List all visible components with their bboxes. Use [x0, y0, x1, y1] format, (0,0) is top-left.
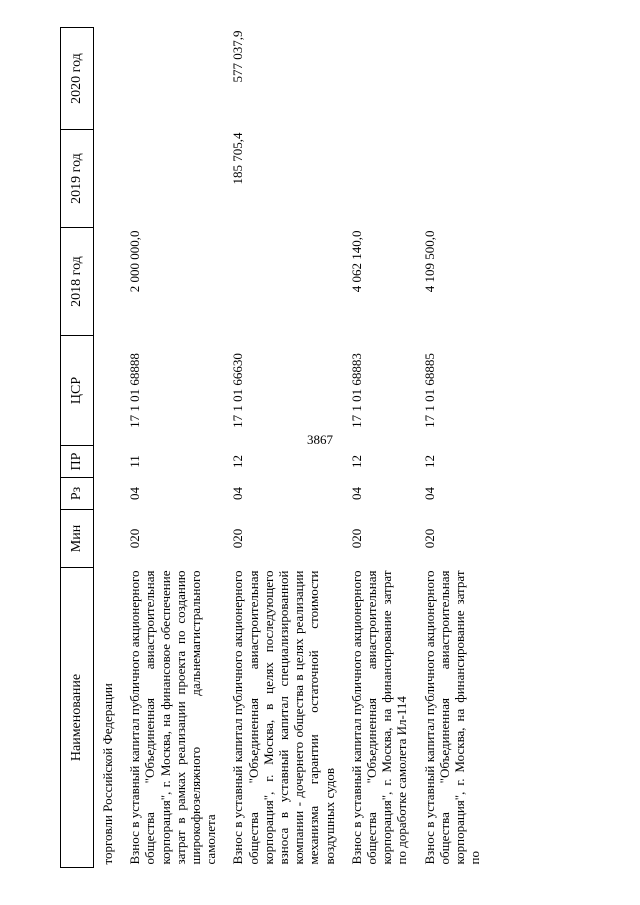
row-2020: [127, 28, 218, 130]
row-csr: 17 1 01 68888: [127, 353, 143, 428]
rotated-table-container: [60, 28, 620, 868]
header-2020: 2020 год: [61, 28, 94, 130]
page-number: 3867: [307, 432, 333, 447]
table-header-row: [61, 28, 94, 868]
row-min: 020: [230, 528, 246, 549]
row-rz: 04: [348, 487, 364, 500]
row-csr: 17 1 01 66630: [230, 353, 246, 428]
row-2019: [127, 130, 218, 228]
row-pr: 11: [127, 455, 143, 468]
row-pr: 12: [348, 455, 364, 468]
row-pr: 12: [421, 455, 437, 468]
table-row: [127, 28, 218, 868]
header-min: Мин: [61, 510, 94, 568]
row-pr: 12: [230, 455, 246, 468]
continuation-text: торговли Российской Федерации: [100, 683, 115, 865]
row-2018: [230, 228, 336, 336]
table-row: [349, 28, 410, 868]
header-pr: ПР: [61, 446, 94, 478]
table-row: [230, 28, 336, 868]
budget-table: [60, 27, 482, 868]
row-2020: 577 037,9: [230, 30, 246, 83]
row-min: 020: [127, 528, 143, 549]
header-2018: 2018 год: [61, 228, 94, 336]
row-name: Взнос в уставный капитал публичного акционерного общества "Объединенная авиастроительная корпорация", г. Москва, в целях последующего взноса в уставный капитал специализированной компании - дочернего общества в целях реализации механизма гарантии остаточной стоимости воздушных судов: [230, 570, 337, 865]
table-row-continuation: [94, 28, 116, 868]
row-2019: [422, 130, 483, 228]
header-name: Наименование: [61, 568, 94, 868]
row-2018: 4 109 500,0: [421, 230, 437, 293]
row-csr: 17 1 01 68885: [421, 353, 437, 428]
header-csr: ЦСР: [61, 336, 94, 446]
row-2020: [422, 28, 483, 130]
row-2019: 185 705,4: [230, 132, 246, 185]
row-2018: 2 000 000,0: [127, 230, 143, 293]
row-name: Взнос в уставный капитал публичного акционерного общества "Объединенная авиастроительная корпорация", г. Москва, на финансирование затрат по: [421, 570, 483, 865]
header-rz: Рз: [61, 478, 94, 510]
row-name: Взнос в уставный капитал публичного акционерного общества "Объединенная авиастроительная корпорация", г. Москва, на финансовое обеспечение затрат в рамках реализации проекта по созданию широкофюзеляжного дальнемагистрального самолета: [127, 570, 219, 865]
header-2019: 2019 год: [61, 130, 94, 228]
table-row: [422, 28, 483, 868]
row-2018: 4 062 140,0: [348, 230, 364, 293]
row-2019: [349, 130, 410, 228]
row-min: 020: [421, 528, 437, 549]
row-name: Взнос в уставный капитал публичного акционерного общества "Объединенная авиастроительная корпорация", г. Москва, на финансирование затрат по доработке самолета Ил-114: [348, 570, 410, 865]
row-rz: 04: [127, 487, 143, 500]
row-2020: [349, 28, 410, 130]
row-rz: 04: [230, 487, 246, 500]
row-rz: 04: [421, 487, 437, 500]
row-min: 020: [348, 528, 364, 549]
row-csr: 17 1 01 68883: [348, 353, 364, 428]
